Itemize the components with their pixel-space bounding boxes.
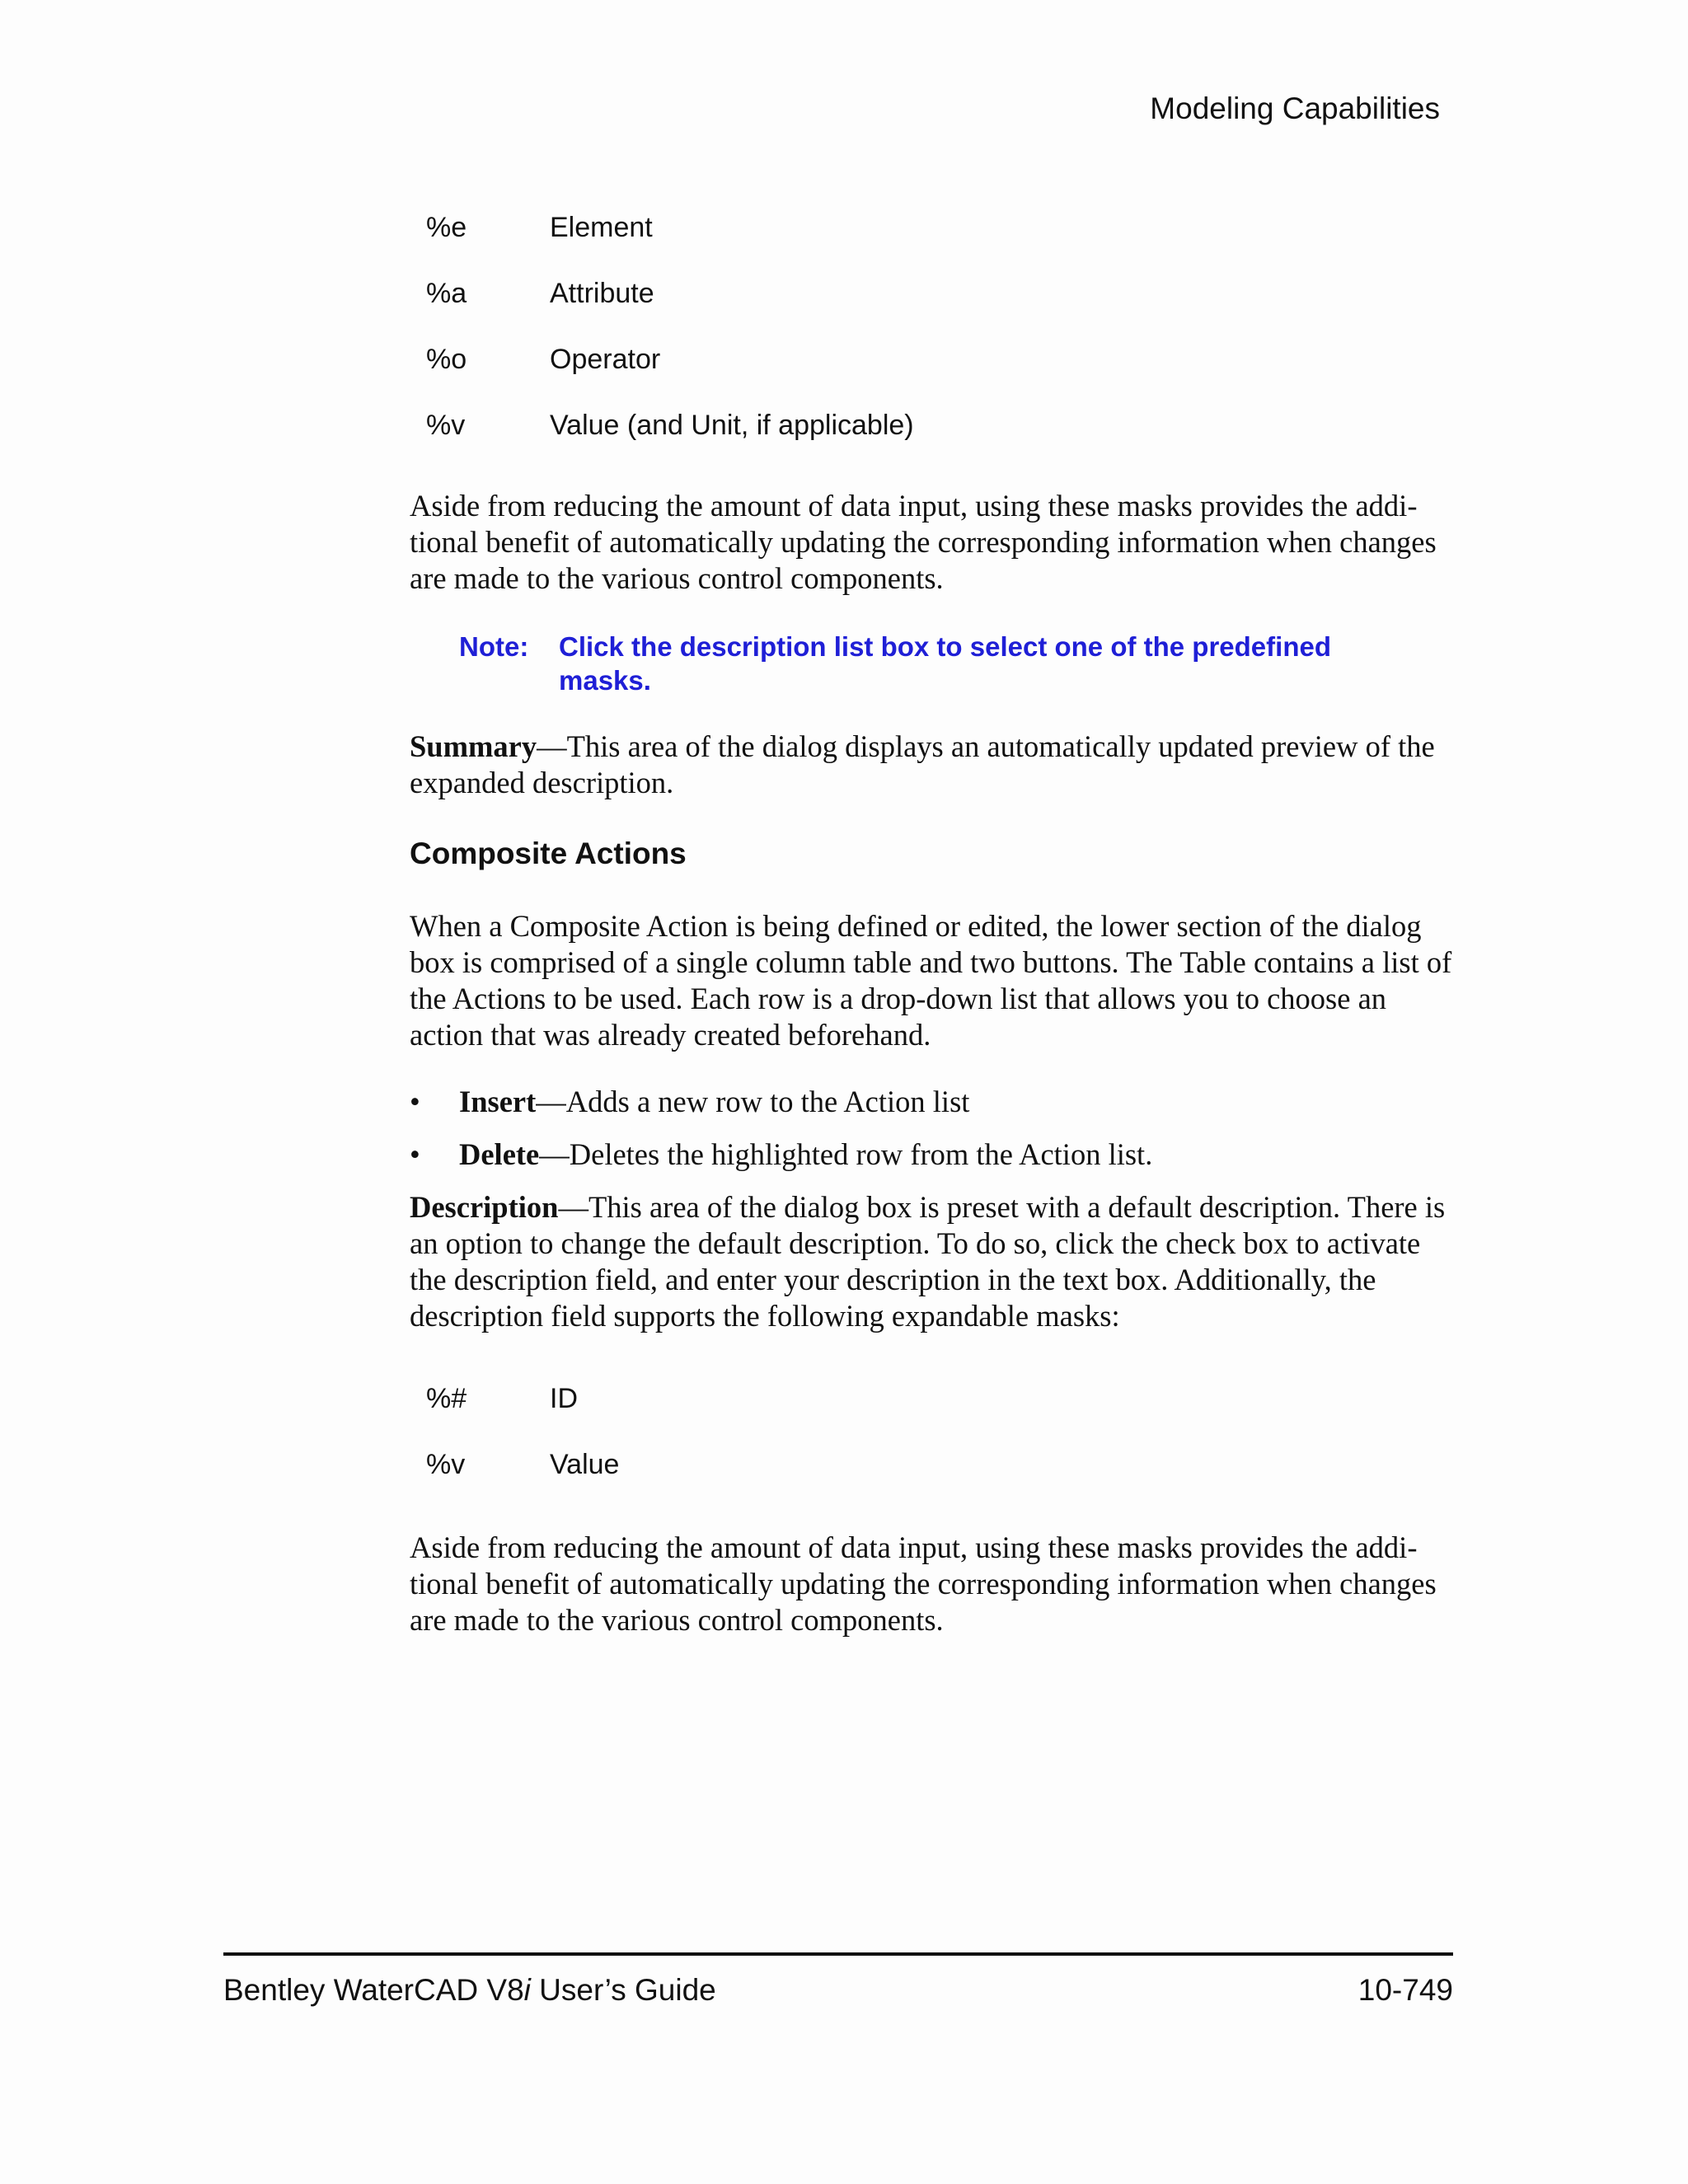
mask-row-element <box>426 211 1250 277</box>
bullet-text <box>459 1137 1152 1173</box>
mask-code: %o <box>426 344 467 375</box>
mask-table-2 <box>426 1382 1250 1514</box>
footer-guide-title <box>223 1971 716 2010</box>
running-header: Modeling Capabilities <box>1150 91 1440 125</box>
mask-row-attribute <box>426 277 1250 343</box>
bullet-term: Insert <box>459 1085 537 1118</box>
mask-row-value <box>426 409 1250 475</box>
mask-description: ID <box>550 1383 578 1414</box>
mask-description: Element <box>550 212 653 243</box>
mask-row-operator <box>426 343 1250 409</box>
mask-description: Value (and Unit, if applicable) <box>550 410 914 441</box>
mask-code: %v <box>426 410 466 441</box>
mask-code: %# <box>426 1383 467 1414</box>
mask-code: %a <box>426 278 467 309</box>
paragraph-description <box>410 1189 1456 1334</box>
paragraph-composite-actions: When a Composite Action is being defined or edited, the lower section of the dialog box is comprised of a single column table and two buttons. The Table contains a list of the Actions to be used. Each row is a drop-down list that allows you to choose an action that was already created beforehand. <box>410 909 1452 1052</box>
bullet-delete <box>410 1137 1456 1173</box>
paragraph-summary <box>410 729 1456 801</box>
mask-code: %e <box>426 212 467 243</box>
bullet-mark: • <box>410 1137 420 1171</box>
bullet-text <box>459 1084 969 1120</box>
mask-table-1 <box>426 211 1250 475</box>
bullet-mark: • <box>410 1085 420 1118</box>
summary-text: —This area of the dialog displays an automatically updated preview of the expanded description. <box>410 729 1435 799</box>
note-callout <box>459 630 1407 697</box>
paragraph-masks-benefit-2: Aside from reducing the amount of data input, using these masks provides the addi-tional benefit of automatically updating the corresponding information when changes are made to the various control components. <box>410 1530 1437 1637</box>
page-number: 10-749 <box>1357 1973 1453 2007</box>
description-term: Description <box>410 1190 559 1224</box>
bullet-term: Delete <box>459 1137 540 1171</box>
summary-term: Summary <box>410 729 537 763</box>
footer-title-prefix: Bentley WaterCAD V8 <box>223 1973 524 2007</box>
description-text: —This area of the dialog box is preset with a default description. There is an option to change the default description. To do so, click the check box to activate the description field, and enter your description in the text box. Additionally, the description field supports the following expandable masks: <box>410 1190 1446 1333</box>
paragraph-masks-benefit: Aside from reducing the amount of data input, using these masks provides the addi-tional benefit of automatically updating the corresponding information when changes are made to the various control components. <box>410 489 1437 595</box>
note-text: Click the description list box to select one of the predefined masks. <box>559 631 1331 696</box>
mask-code: %v <box>426 1449 466 1480</box>
bullet-insert <box>410 1084 1456 1120</box>
mask-description: Attribute <box>550 278 654 309</box>
bullet-description: —Deletes the highlighted row from the Action list. <box>539 1137 1153 1171</box>
footer-title-suffix: User’s Guide <box>530 1973 716 2007</box>
note-label: Note: <box>459 631 529 662</box>
section-heading: Composite Actions <box>410 837 687 870</box>
footer-divider <box>223 1952 1453 1956</box>
mask-row-value <box>426 1448 1250 1514</box>
mask-description: Value <box>550 1449 620 1480</box>
mask-row-id <box>426 1382 1250 1448</box>
bullet-description: —Adds a new row to the Action list <box>536 1085 970 1118</box>
mask-description: Operator <box>550 344 661 375</box>
footer-title-italic: i <box>523 1973 531 2007</box>
